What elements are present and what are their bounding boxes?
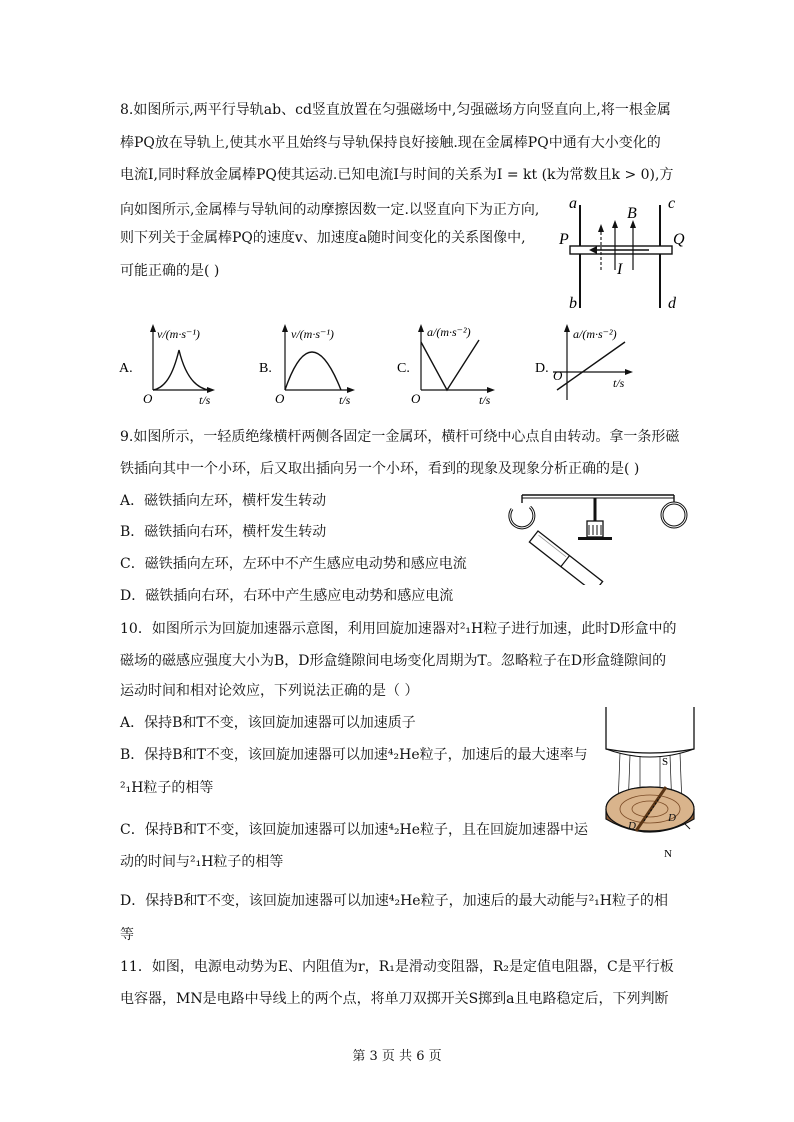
q8-line-3: 电流I,同时释放金属棒PQ使其运动.已知电流I与时间的关系为I = kt (k为常数且k > 0),方 bbox=[120, 167, 674, 183]
current-label-I: I bbox=[617, 261, 623, 278]
pole-label-S: S bbox=[662, 756, 669, 768]
pole-label-N: N bbox=[664, 848, 672, 860]
option-c-xlabel: t/s bbox=[479, 393, 491, 407]
rod-label-Q: Q bbox=[673, 231, 685, 248]
page-number: 第 3 页 共 6 页 bbox=[352, 1049, 442, 1064]
q8-line-1: 8.如图所示,两平行导轨ab、cd竖直放置在匀强磁场中,匀强磁场方向竖直向上,将一根金属 bbox=[120, 102, 671, 118]
option-c-origin: O bbox=[411, 391, 421, 406]
option-b-origin: O bbox=[275, 391, 285, 406]
q10-line-2: 磁场的磁感应强度大小为B，D形盒缝隙间电场变化周期为T。忽略粒子在D形盒缝隙间的 bbox=[120, 653, 667, 669]
q10-option-c: C．保持B和T不变，该回旋加速器可以加速⁴₂He粒子，且在回旋加速器中运 bbox=[120, 822, 589, 838]
q8-line-5: 则下列关于金属棒PQ的速度v、加速度a随时间变化的关系图像中, bbox=[120, 230, 526, 246]
q9-line-1: 9.如图所示，一轻质绝缘横杆两侧各固定一金属环，横杆可绕中心点自由转动。拿一条形磁 bbox=[120, 429, 680, 445]
option-d-letter: D. bbox=[535, 361, 549, 376]
option-a-graph bbox=[115, 320, 225, 410]
q9-option-c: C．磁铁插向左环，左环中不产生感应电动势和感应电流 bbox=[120, 556, 467, 572]
q10-option-b: B．保持B和T不变，该回旋加速器可以加速⁴₂He粒子，加速后的最大速率与 bbox=[120, 747, 588, 763]
q10-option-b-cont: ²₁H粒子的相等 bbox=[120, 780, 214, 796]
option-a-letter: A. bbox=[119, 361, 133, 376]
q10-option-a: A．保持B和T不变，该回旋加速器可以加速质子 bbox=[120, 715, 416, 731]
option-b-graph bbox=[255, 320, 365, 410]
q10-line-1: 10．如图所示为回旋加速器示意图，利用回旋加速器对²₁H粒子进行加速，此时D形盒中的 bbox=[120, 621, 677, 637]
option-a-ylabel: v/(m·s⁻¹) bbox=[157, 327, 200, 341]
option-d-graph bbox=[533, 320, 643, 410]
q9-option-d: D．磁铁插向右环，右环中产生感应电动势和感应电流 bbox=[120, 588, 454, 604]
q9-option-a: A．磁铁插向左环，横杆发生转动 bbox=[120, 493, 327, 509]
q8-line-4: 向如图所示,金属棒与导轨间的动摩擦因数一定.以竖直向下为正方向, bbox=[120, 202, 540, 218]
q8-line-2: 棒PQ放在导轨上,使其水平且始终与导轨保持良好接触.现在金属棒PQ中通有大小变化的 bbox=[120, 135, 661, 151]
rings-figure bbox=[498, 485, 698, 585]
rails-figure bbox=[555, 190, 695, 315]
option-c-ylabel: a/(m·s⁻²) bbox=[427, 325, 471, 339]
rail-label-d: d bbox=[668, 295, 676, 312]
option-c-letter: C. bbox=[397, 361, 410, 376]
field-label-B: B bbox=[627, 205, 637, 222]
q10-option-c-cont: 动的时间与²₁H粒子的相等 bbox=[120, 854, 284, 870]
option-b-ylabel: v/(m·s⁻¹) bbox=[291, 327, 334, 341]
option-b-letter: B. bbox=[259, 361, 272, 376]
q9-option-b: B．磁铁插向右环，横杆发生转动 bbox=[120, 524, 327, 540]
rail-label-a: a bbox=[569, 195, 577, 212]
q10-line-3: 运动时间和相对论效应，下列说法正确的是（ ） bbox=[120, 683, 419, 699]
q11-line-1: 11．如图，电源电动势为E、内阻值为r，R₁是滑动变阻器，R₂是定值电阻器，C是平行板 bbox=[120, 959, 674, 975]
option-a-origin: O bbox=[143, 391, 153, 406]
q10-option-d-cont: 等 bbox=[120, 927, 134, 943]
option-b-xlabel: t/s bbox=[339, 393, 351, 407]
rail-label-c: c bbox=[668, 195, 676, 212]
svg-text:D: D bbox=[628, 820, 636, 832]
option-c-graph bbox=[395, 320, 505, 410]
option-a-xlabel: t/s bbox=[199, 393, 211, 407]
option-d-ylabel: a/(m·s⁻²) bbox=[573, 327, 617, 341]
q8-line-6: 可能正确的是( ) bbox=[120, 263, 220, 279]
rail-label-b: b bbox=[569, 295, 577, 312]
option-d-origin: O bbox=[553, 368, 563, 383]
q11-line-2: 电容器，MN是电路中导线上的两个点，将单刀双掷开关S掷到a且电路稳定后，下列判断 bbox=[120, 991, 669, 1007]
rod-label-P: P bbox=[559, 231, 569, 248]
svg-text:D: D bbox=[668, 812, 676, 824]
cyclotron-figure bbox=[600, 705, 700, 860]
option-d-xlabel: t/s bbox=[613, 376, 625, 390]
q9-line-2: 铁插向其中一个小环，后又取出插向另一个小环，看到的现象及现象分析正确的是( ) bbox=[120, 461, 640, 477]
q10-option-d: D．保持B和T不变，该回旋加速器可以加速⁴₂He粒子，加速后的最大动能与²₁H粒子的相 bbox=[120, 893, 669, 909]
